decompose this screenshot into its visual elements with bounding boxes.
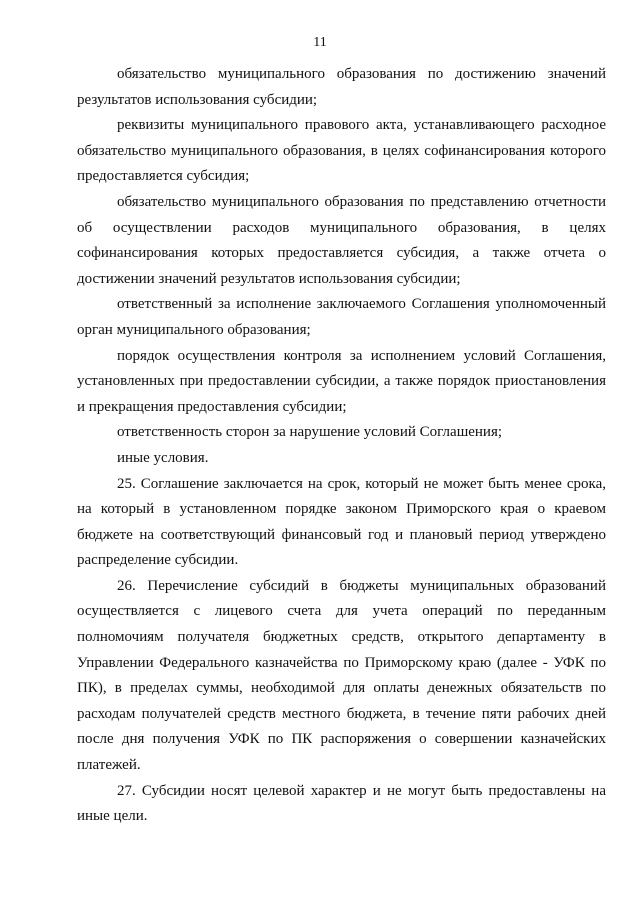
paragraph-liability: ответственность сторон за нарушение условий Соглашения; (117, 424, 503, 441)
paragraph-other-conditions: иные условия. (117, 449, 209, 466)
paragraph-item-27: 27. Субсидии носят целевой характер и не могут быть предоставлены на иные цели. (77, 782, 606, 825)
paragraph-item-25: 25. Соглашение заключается на срок, который не может быть менее срока, на который в установленном порядке законом Приморского края о краевом бюджете на соответствующий финансовый год и плановый период утверждено распределение субсидии. (77, 475, 606, 569)
paragraph-item-26: 26. Перечисление субсидий в бюджеты муниципальных образований осуществляется с лицевого счета для учета операций по переданным полномочиям получателя бюджетных средств, открытого департаменту в Управлении Федерального казначейства по Приморскому краю (далее - УФК по ПК), в пределах суммы, необходимой для оплаты денежных обязательств по расходам получателей средств местного бюджета, в течение пяти рабочих дней после дня получения УФК по ПК распоряжения о совершении казначейских платежей. (77, 577, 606, 774)
paragraph-reporting-obligation: обязательство муниципального образования по представлению отчетности об осуществлении расходов муниципального образования, в целях софинансирования которых предоставляется субсидия, а также отчета о достижении значений результатов использования субсидии; (77, 193, 606, 287)
paragraph-control-procedure: порядок осуществления контроля за исполнением условий Соглашения, установленных при предоставлении субсидии, а также порядок приостановления и прекращения предоставления субсидии; (77, 347, 606, 415)
page-number: 11 (313, 35, 327, 50)
paragraph-obligation-results: обязательство муниципального образования по достижению значений результатов использования субсидии; (77, 66, 606, 108)
paragraph-legal-act-details: реквизиты муниципального правового акта, устанавливающего расходное обязательство муниципального образования, в целях софинансирования которого предоставляется субсидия; (77, 117, 606, 185)
paragraph-responsible-body: ответственный за исполнение заключаемого Соглашения уполномоченный орган муниципального образования; (77, 296, 606, 338)
document-body (77, 62, 606, 830)
